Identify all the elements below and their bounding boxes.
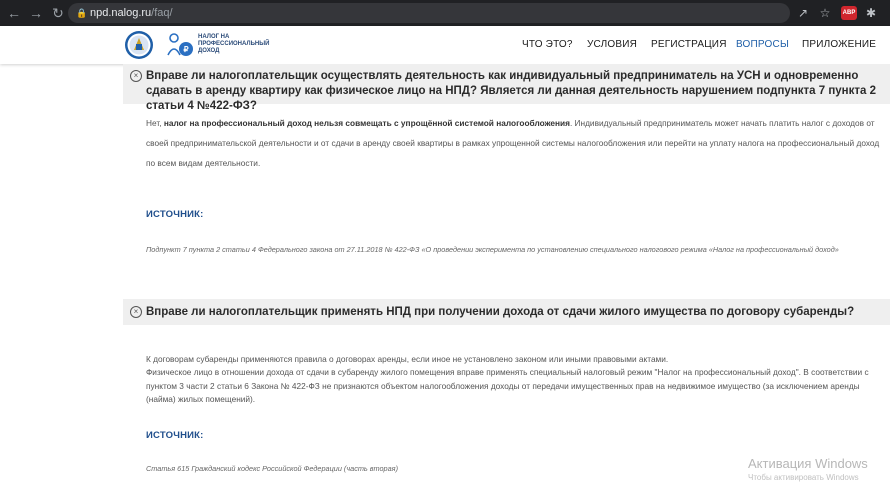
share-icon[interactable]: ↗ xyxy=(797,6,809,20)
npd-logo-icon[interactable] xyxy=(164,31,196,59)
address-bar[interactable] xyxy=(68,3,790,23)
nav-questions[interactable]: ВОПРОСЫ xyxy=(736,39,790,50)
close-icon[interactable]: × xyxy=(130,306,142,318)
fns-emblem-icon[interactable] xyxy=(124,30,154,60)
faq-question-1[interactable] xyxy=(123,64,890,112)
bookmark-star-icon[interactable]: ☆ xyxy=(819,6,831,20)
faq-question-2[interactable] xyxy=(123,299,890,325)
forward-arrow-icon[interactable]: → xyxy=(29,5,43,21)
adblock-icon[interactable]: ABP xyxy=(841,6,857,20)
answer-line-1: К договорам субаренды применяются правила о договорах аренды, если иное не установлено законом или иными правовыми актами. xyxy=(146,354,669,364)
source-heading: ИСТОЧНИК: xyxy=(146,430,204,441)
nav-what-is-it[interactable]: ЧТО ЭТО? xyxy=(522,39,573,50)
nav-registration[interactable]: РЕГИСТРАЦИЯ xyxy=(651,39,727,50)
source-text: Подпункт 7 пункта 2 статьи 4 Федерального закона от 27.11.2018 № 422-ФЗ «О проведении эксперимента по установлению специального налогового режима «Налог на профессиональный доход» xyxy=(146,245,839,254)
reload-icon[interactable]: ↻ xyxy=(52,5,64,21)
source-heading: ИСТОЧНИК: xyxy=(146,209,204,220)
faq-answer-1 xyxy=(146,113,890,173)
close-icon[interactable]: × xyxy=(130,70,142,82)
faq-question-text: Вправе ли налогоплательщик осуществлять деятельность как индивидуальный предприниматель на УСН и одновременно сдавать в аренду квартиру как физическое лицо на НПД? Является ли данная деятельность нарушением подпункта 7 пункта 2 статьи 4 №422-ФЗ? xyxy=(146,70,877,112)
site-header xyxy=(0,26,890,64)
url-path: /faq/ xyxy=(151,7,173,19)
answer-rest: . Индивидуальный предприниматель может начать платить налог с доходов от своей предпринимательской деятельности и от сдачи в аренду своей квартиры в рамках упрощенной системы налогообложения или перейти на уплату налога на профессиональный доход по всем видам деятельности. xyxy=(146,118,880,168)
logo-line-3: ДОХОД xyxy=(198,48,220,54)
windows-activation-watermark: Активация Windows xyxy=(748,456,868,471)
faq-question-text: Вправе ли налогоплательщик применять НПД при получении дохода от сдачи жилого имущества по договору субаренды? xyxy=(146,306,855,318)
source-text: Статья 615 Гражданский кодекс Российской Федерации (часть вторая) xyxy=(146,464,399,473)
answer-line-2: Физическое лицо в отношении дохода от сдачи в субаренду жилого помещения вправе применять специальный налоговый режим "Налог на профессиональный доход". В соответствии с пунктом 3 части 2 статьи 6 Закона № 422-ФЗ не признаются объектом налогообложения доходы от передачи имущественных прав на недвижимое имущество (за исключением аренды (найма) жилых помещений). xyxy=(146,367,869,404)
nav-conditions[interactable]: УСЛОВИЯ xyxy=(587,39,638,50)
nav-app[interactable]: ПРИЛОЖЕНИЕ xyxy=(802,39,877,50)
logo-line-2: ПРОФЕССИОНАЛЬНЫЙ xyxy=(198,41,270,47)
logo-text[interactable] xyxy=(198,34,268,55)
url-host: npd.nalog.ru xyxy=(90,7,152,19)
url-text xyxy=(90,3,173,23)
svg-text:₽: ₽ xyxy=(183,45,189,54)
windows-activation-subtitle: Чтобы активировать Windows xyxy=(748,473,859,482)
answer-highlight: налог на профессиональный доход нельзя совмещать с упрощённой системой налогообложения xyxy=(163,118,570,128)
browser-toolbar xyxy=(0,0,890,26)
faq-answer-2 xyxy=(146,353,890,406)
back-arrow-icon[interactable]: ← xyxy=(7,5,21,21)
lock-icon: 🔒 xyxy=(76,8,88,18)
answer-prefix: Нет, xyxy=(146,118,164,128)
logo-line-1: НАЛОГ НА xyxy=(198,34,230,40)
extensions-icon[interactable]: ✱ xyxy=(865,6,877,20)
